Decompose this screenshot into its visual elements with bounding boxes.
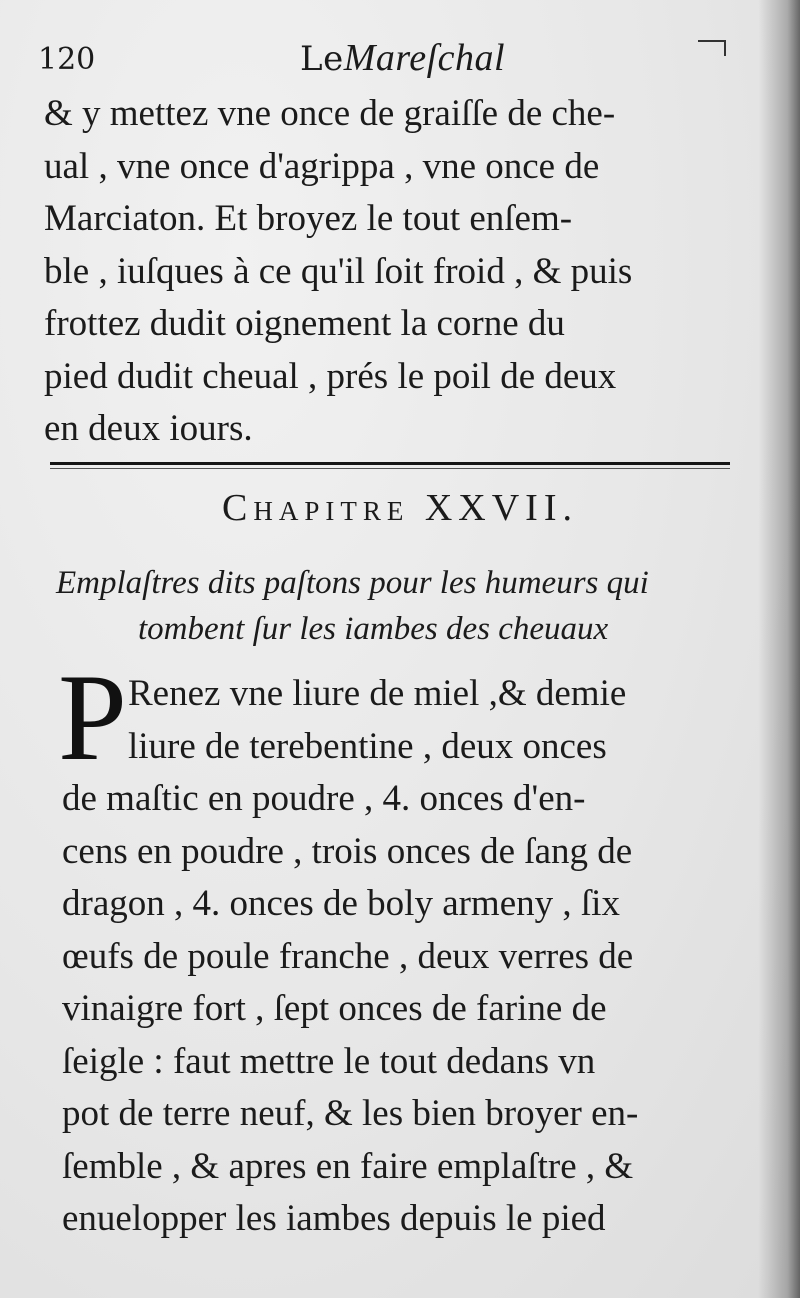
text-line: & y mettez vne once de graiſſe de che- <box>44 93 616 134</box>
text-line: cens en poudre , trois onces de ſang de <box>62 830 633 872</box>
text-line: enuelopper les iambes depuis le pied <box>62 1198 606 1239</box>
section-divider <box>50 462 730 465</box>
running-title-italic: Mareſchal <box>343 37 506 79</box>
text-line: œufs de poule franche , deux verres de <box>62 935 634 977</box>
text-line: en deux iours. <box>44 408 253 449</box>
running-title <box>300 36 505 80</box>
text-line: Renez vne liure de miel ,& demie <box>128 673 627 714</box>
text-line: ſeigle : faut mettre le tout dedans vn <box>62 1040 596 1082</box>
chapter-heading: Chapitre XXVII. <box>222 487 578 529</box>
text-line: pot de terre neuf, & les bien broyer en- <box>62 1093 639 1134</box>
corner-mark <box>698 40 726 56</box>
page-header <box>38 34 728 94</box>
running-title-prefix: Le <box>300 39 344 79</box>
main-paragraph <box>62 668 762 1246</box>
subtitle-line: tombent ſur les iambes des cheuaux <box>138 611 609 647</box>
text-line: vinaigre fort , ſept onces de farine de <box>62 988 607 1029</box>
top-paragraph <box>44 88 734 456</box>
text-line: ble , iuſques à ce qu'il ſoit froid , & puis <box>44 250 633 292</box>
text-line: dragon , 4. onces de boly armeny , ſix <box>62 883 620 924</box>
chapter-subtitle <box>56 560 746 652</box>
text-line: ſemble , & apres en faire emplaſtre , & <box>62 1145 634 1187</box>
text-line: de maſtic en poudre , 4. onces d'en- <box>62 778 586 819</box>
text-line: ual , vne once d'agrippa , vne once de <box>44 145 600 187</box>
text-line: frottez dudit oignement la corne du <box>44 303 565 344</box>
drop-cap: P <box>58 649 127 786</box>
text-line: liure de terebentine , deux onces <box>128 725 607 767</box>
subtitle-line: Emplaſtres dits paſtons pour les humeurs qui <box>56 565 649 601</box>
page-number: 120 <box>38 42 96 77</box>
text-line: Marciaton. Et broyez le tout enſem- <box>44 198 573 239</box>
text-line: pied dudit cheual , prés le poil de deux <box>44 355 617 397</box>
